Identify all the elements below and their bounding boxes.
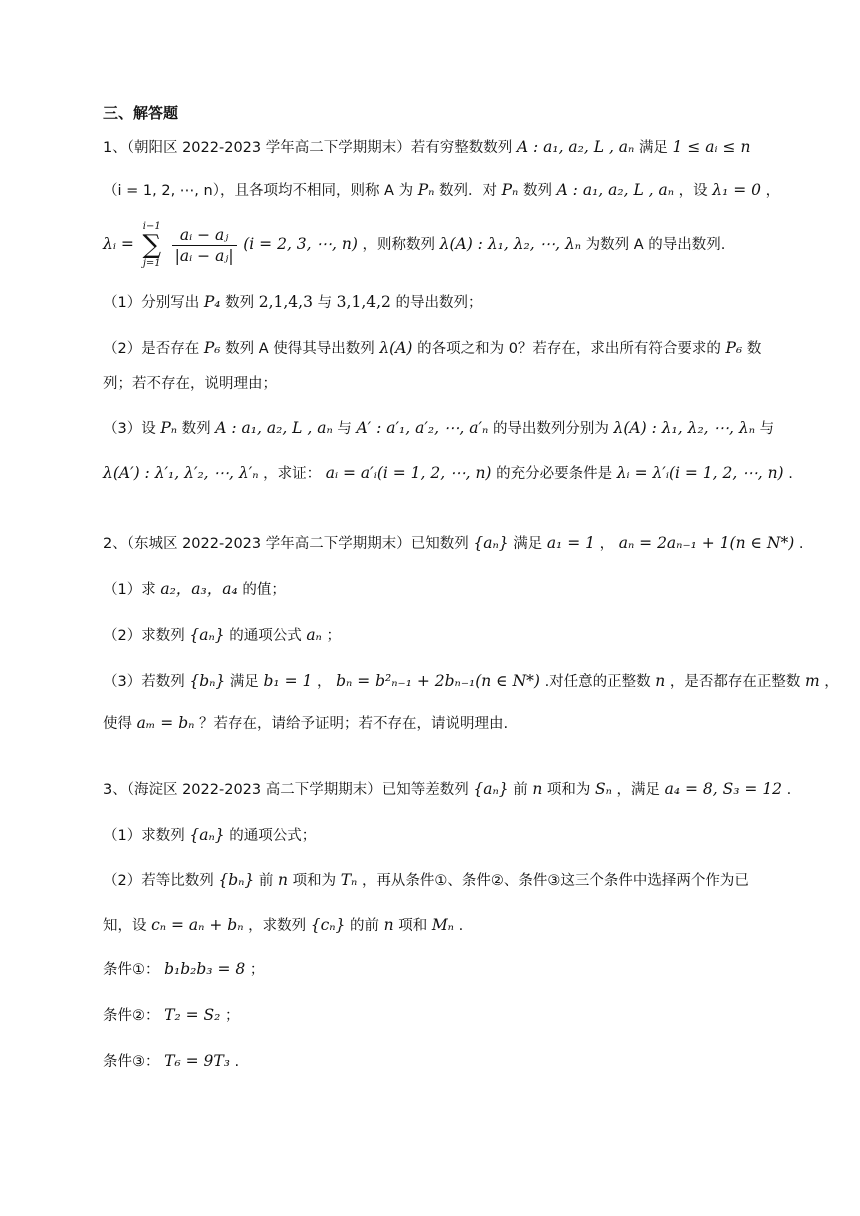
- text: .对任意的正整数: [544, 674, 651, 690]
- text: （2）若等比数列: [103, 873, 214, 889]
- q2-part-3-cont: [103, 711, 760, 736]
- text: （2）求数列: [103, 628, 185, 644]
- math: Sₙ: [595, 780, 612, 798]
- text: 前: [258, 873, 274, 889]
- math: n: [383, 916, 394, 934]
- fraction: [172, 225, 237, 266]
- text: 项和: [398, 918, 428, 934]
- math: bₙ = b²ₙ₋₁ + 2bₙ₋₁(n ∈ N*): [336, 672, 540, 690]
- math: {aₙ}: [189, 626, 225, 644]
- q1-line-1: [103, 135, 760, 160]
- math: 1 ≤ aᵢ ≤ n: [672, 138, 751, 156]
- math: P₆: [203, 339, 221, 357]
- math: a₄ = 8, S₃ = 12: [664, 780, 783, 798]
- math: aₘ = bₙ: [136, 714, 195, 732]
- math: A′ : a′₁, a′₂, ⋯, a′ₙ: [356, 419, 489, 437]
- q2-line-1: [103, 531, 804, 556]
- math: aₙ = 2aₙ₋₁ + 1(n ∈ N*): [618, 534, 795, 552]
- text: 数列: [181, 421, 211, 437]
- text: 的充分必要条件是: [496, 466, 613, 482]
- math: aₙ: [306, 626, 322, 644]
- math: Tₙ: [340, 871, 358, 889]
- q3-part-1: [103, 823, 760, 848]
- text: 与: [317, 295, 333, 311]
- text: 的值；: [242, 582, 286, 598]
- math: b₁ = 1: [263, 672, 313, 690]
- q3-part-2-cont: [103, 913, 760, 938]
- q3-condition-3: [103, 1049, 760, 1074]
- math: {cₙ}: [310, 916, 346, 934]
- q2-part-3: [103, 669, 839, 694]
- condition-label: 条件②：: [103, 1008, 160, 1024]
- math: T₆ = 9T₃: [164, 1052, 230, 1070]
- math: {aₙ}: [189, 826, 225, 844]
- text: （1）求: [103, 582, 156, 598]
- section-title: 三、解答题: [103, 104, 179, 122]
- text: ；: [224, 1008, 240, 1024]
- text: ，: [316, 674, 332, 690]
- math: λᵢ = λ′ᵢ(i = 1, 2, ⋯, n): [616, 464, 784, 482]
- text: （3）若数列: [103, 674, 185, 690]
- text: 项和为: [546, 782, 591, 798]
- text: 使得: [103, 716, 132, 732]
- math: {aₙ}: [473, 534, 509, 552]
- text: ，: [765, 183, 781, 199]
- math: λ(A): [379, 339, 413, 357]
- math: Pₙ: [501, 181, 519, 199]
- q1-line-3-formula: [103, 219, 760, 270]
- sum-lower: j=1: [142, 258, 161, 269]
- math: λ(A′) : λ′₁, λ′₂, ⋯, λ′ₙ: [103, 464, 259, 482]
- condition-label: 条件①：: [103, 962, 160, 978]
- math: λ(A) : λ₁, λ₂, ⋯, λₙ: [613, 419, 755, 437]
- q1-line-2: [103, 178, 781, 203]
- summation: [142, 221, 161, 269]
- text: .: [458, 918, 464, 934]
- q1-part-1: [103, 290, 760, 315]
- text: （3）设: [103, 421, 156, 437]
- math: Pₙ: [417, 181, 435, 199]
- text: ，再从条件①、条件②、条件③这三个条件中选择两个作为已: [361, 873, 749, 889]
- math: P₄: [203, 293, 221, 311]
- math: λᵢ =: [103, 235, 134, 253]
- text: 数列．对: [439, 183, 498, 199]
- text: 前: [513, 782, 528, 798]
- sum-upper: i−1: [142, 221, 161, 232]
- math: a₁ = 1: [546, 534, 595, 552]
- math: {bₙ}: [189, 672, 226, 690]
- condition-label: 条件③：: [103, 1054, 160, 1070]
- math: λ(A) : λ₁, λ₂, ⋯, λₙ: [439, 235, 582, 253]
- math: n: [532, 780, 543, 798]
- text: .: [234, 1054, 240, 1070]
- text: （i = 1, 2, ⋯, n），且各项均不相同，则称 A 为: [103, 183, 414, 199]
- text: ？若存在，请给予证明；若不存在，请说明理由.: [199, 716, 509, 732]
- text: .: [788, 466, 793, 482]
- text: 的各项之和为 0？若存在，求出所有符合要求的: [417, 341, 721, 357]
- math: P₆: [725, 339, 743, 357]
- math: λ₁ = 0: [712, 181, 762, 199]
- text: ，: [599, 536, 615, 552]
- text: 满足: [638, 140, 668, 156]
- text: .: [786, 782, 792, 798]
- denominator: |aᵢ − aⱼ|: [174, 246, 234, 265]
- text: 的导出数列分别为: [492, 421, 609, 437]
- text: ，则称数列: [362, 237, 436, 253]
- text: 与: [759, 421, 775, 437]
- math: n: [278, 871, 288, 889]
- math: aᵢ = a′ᵢ(i = 1, 2, ⋯, n): [325, 464, 492, 482]
- text: ，满足: [616, 782, 661, 798]
- text: 与: [337, 421, 352, 437]
- numerator: aᵢ − aⱼ: [172, 225, 237, 246]
- text: 的导出数列；: [395, 295, 483, 311]
- q2-part-2: [103, 623, 760, 648]
- q2-part-1: [103, 577, 760, 602]
- q1-part-3: [103, 416, 775, 441]
- math: A : a₁, a₂, L , aₙ: [215, 419, 333, 437]
- q3-line-1: [103, 777, 792, 802]
- math: a₂，a₃，a₄: [160, 580, 238, 598]
- text: 3、（海淀区 2022-2023 高二下学期期末）已知等差数列: [103, 782, 469, 798]
- text: 数列: [522, 183, 552, 199]
- text: 的通项公式: [229, 628, 302, 644]
- text: 满足: [513, 536, 543, 552]
- sum-sign: ∑: [142, 230, 162, 260]
- q1-part-2: [103, 336, 760, 361]
- text: ；: [326, 628, 341, 644]
- text: ，求证：: [263, 466, 322, 482]
- text: 为数列 A 的导出数列.: [585, 237, 726, 253]
- q3-part-2: [103, 868, 760, 893]
- math: {bₙ}: [218, 871, 255, 889]
- text: 的前: [350, 918, 379, 934]
- math: cₙ = aₙ + bₙ: [151, 916, 244, 934]
- math: A : a₁, a₂, L , aₙ: [516, 138, 635, 156]
- text: （1）分别写出: [103, 295, 200, 311]
- q3-condition-1: [103, 957, 760, 982]
- text: ，设: [678, 183, 708, 199]
- text: 项和为: [292, 873, 337, 889]
- q1-part-3-cont: [103, 461, 793, 486]
- math: Pₙ: [160, 419, 178, 437]
- text: ，求数列: [248, 918, 307, 934]
- math: Mₙ: [431, 916, 454, 934]
- q1-part-2-cont: 列；若不存在，说明理由；: [103, 376, 277, 392]
- text: 知，设: [103, 918, 147, 934]
- text: 满足: [229, 674, 259, 690]
- text: ；: [249, 962, 265, 978]
- text: （2）是否存在: [103, 341, 200, 357]
- text: 2、（东城区 2022-2023 学年高二下学期期末）已知数列: [103, 536, 469, 552]
- text: 数列 A 使得其导出数列: [225, 341, 375, 357]
- text: .: [798, 536, 804, 552]
- math: 2,1,4,3: [258, 293, 313, 311]
- math: b₁b₂b₃ = 8: [164, 960, 246, 978]
- text: （1）求数列: [103, 828, 185, 844]
- math: (i = 2, 3, ⋯, n): [243, 235, 358, 253]
- text: ，是否都存在正整数: [669, 674, 801, 690]
- math: T₂ = S₂: [164, 1006, 221, 1024]
- text: 数: [746, 341, 762, 357]
- text: ，: [824, 674, 839, 690]
- math: m: [804, 672, 820, 690]
- text: 1、（朝阳区 2022-2023 学年高二下学期期末）若有穷整数数列: [103, 140, 513, 156]
- text: 的通项公式；: [229, 828, 317, 844]
- text: 数列: [225, 295, 255, 311]
- math: 3,1,4,2: [336, 293, 391, 311]
- q3-condition-2: [103, 1003, 760, 1028]
- math: {aₙ}: [473, 780, 509, 798]
- math: A : a₁, a₂, L , aₙ: [556, 181, 675, 199]
- math: n: [655, 672, 666, 690]
